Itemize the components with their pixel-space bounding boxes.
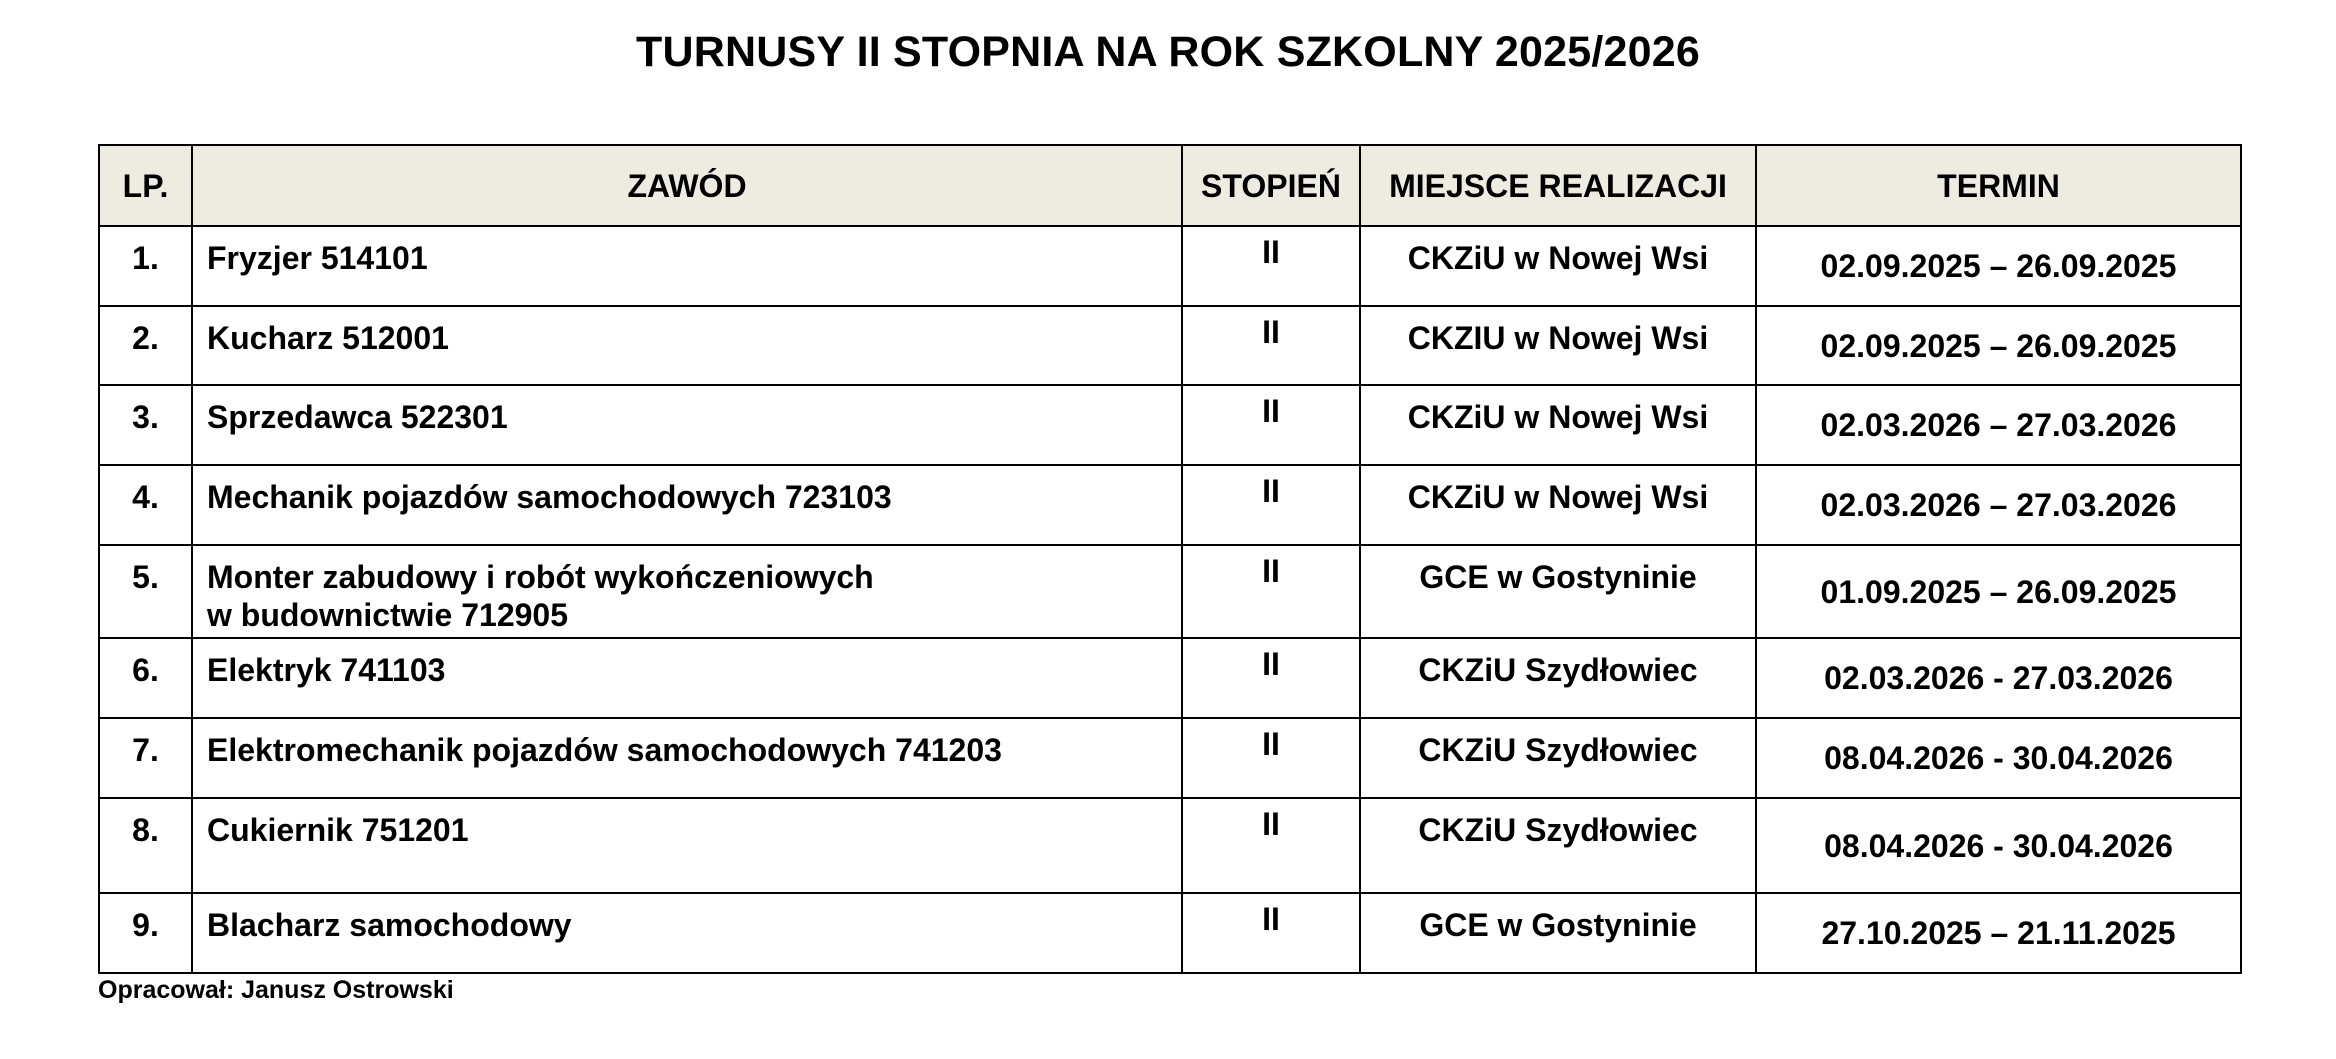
- table-row: [99, 718, 2241, 798]
- table-row: [99, 798, 2241, 893]
- cell-stopien: II: [1182, 545, 1360, 638]
- cell-miejsce: CKZiU w Nowej Wsi: [1360, 465, 1756, 545]
- zawod-line: Elektromechanik pojazdów samochodowych 741203: [207, 732, 1002, 768]
- cell-stopien: II: [1182, 385, 1360, 465]
- cell-miejsce: CKZiU w Nowej Wsi: [1360, 226, 1756, 306]
- table-body: [99, 226, 2241, 973]
- cell-zawod: [192, 798, 1182, 893]
- header-termin: TERMIN: [1756, 145, 2241, 226]
- table-row: [99, 893, 2241, 973]
- cell-termin: 02.03.2026 – 27.03.2026: [1756, 385, 2241, 465]
- cell-zawod: [192, 385, 1182, 465]
- cell-termin: 02.03.2026 - 27.03.2026: [1756, 638, 2241, 718]
- zawod-line: Sprzedawca 522301: [207, 399, 508, 435]
- table-row: [99, 226, 2241, 306]
- cell-termin: 02.09.2025 – 26.09.2025: [1756, 226, 2241, 306]
- cell-miejsce: CKZiU Szydłowiec: [1360, 718, 1756, 798]
- table-row: [99, 385, 2241, 465]
- zawod-line: w budownictwie 712905: [207, 597, 568, 633]
- cell-miejsce: CKZiU Szydłowiec: [1360, 638, 1756, 718]
- cell-stopien: II: [1182, 718, 1360, 798]
- cell-zawod: [192, 226, 1182, 306]
- cell-lp: 6.: [99, 638, 192, 718]
- cell-zawod: [192, 638, 1182, 718]
- cell-lp: 2.: [99, 306, 192, 385]
- cell-lp: 3.: [99, 385, 192, 465]
- table-row: [99, 465, 2241, 545]
- cell-lp: 5.: [99, 545, 192, 638]
- table-row: [99, 545, 2241, 638]
- zawod-line: Fryzjer 514101: [207, 240, 428, 276]
- cell-stopien: II: [1182, 893, 1360, 973]
- cell-lp: 7.: [99, 718, 192, 798]
- cell-termin: 27.10.2025 – 21.11.2025: [1756, 893, 2241, 973]
- cell-zawod: [192, 306, 1182, 385]
- cell-termin: 08.04.2026 - 30.04.2026: [1756, 798, 2241, 893]
- cell-miejsce: CKZiU w Nowej Wsi: [1360, 385, 1756, 465]
- cell-termin: 02.09.2025 – 26.09.2025: [1756, 306, 2241, 385]
- cell-stopien: II: [1182, 226, 1360, 306]
- cell-stopien: II: [1182, 465, 1360, 545]
- zawod-line: Kucharz 512001: [207, 320, 449, 356]
- cell-stopien: II: [1182, 306, 1360, 385]
- cell-zawod: [192, 545, 1182, 638]
- cell-termin: 02.03.2026 – 27.03.2026: [1756, 465, 2241, 545]
- zawod-line: Elektryk 741103: [207, 652, 446, 688]
- table-row: [99, 638, 2241, 718]
- cell-termin: 01.09.2025 – 26.09.2025: [1756, 545, 2241, 638]
- zawod-line: Mechanik pojazdów samochodowych 723103: [207, 479, 892, 515]
- cell-miejsce: CKZIU w Nowej Wsi: [1360, 306, 1756, 385]
- cell-lp: 4.: [99, 465, 192, 545]
- cell-miejsce: GCE w Gostyninie: [1360, 893, 1756, 973]
- cell-lp: 8.: [99, 798, 192, 893]
- cell-stopien: II: [1182, 638, 1360, 718]
- cell-miejsce: GCE w Gostyninie: [1360, 545, 1756, 638]
- header-lp: LP.: [99, 145, 192, 226]
- zawod-line: Monter zabudowy i robót wykończeniowych: [207, 559, 874, 595]
- table-row: [99, 306, 2241, 385]
- cell-zawod: [192, 718, 1182, 798]
- zawod-line: Cukiernik 751201: [207, 812, 469, 848]
- table-header: [99, 145, 2241, 226]
- footer-author: Opracował: Janusz Ostrowski: [98, 976, 454, 1004]
- cell-stopien: II: [1182, 798, 1360, 893]
- page-title: TURNUSY II STOPNIA NA ROK SZKOLNY 2025/2026: [636, 28, 1700, 76]
- cell-zawod: [192, 893, 1182, 973]
- header-zawod: ZAWÓD: [192, 145, 1182, 226]
- header-miejsce: MIEJSCE REALIZACJI: [1360, 145, 1756, 226]
- cell-miejsce: CKZiU Szydłowiec: [1360, 798, 1756, 893]
- header-stopien: STOPIEŃ: [1182, 145, 1360, 226]
- cell-termin: 08.04.2026 - 30.04.2026: [1756, 718, 2241, 798]
- cell-lp: 1.: [99, 226, 192, 306]
- zawod-line: Blacharz samochodowy: [207, 907, 572, 943]
- header-row: [99, 145, 2241, 226]
- cell-lp: 9.: [99, 893, 192, 973]
- schedule-table: [98, 144, 2242, 974]
- cell-zawod: [192, 465, 1182, 545]
